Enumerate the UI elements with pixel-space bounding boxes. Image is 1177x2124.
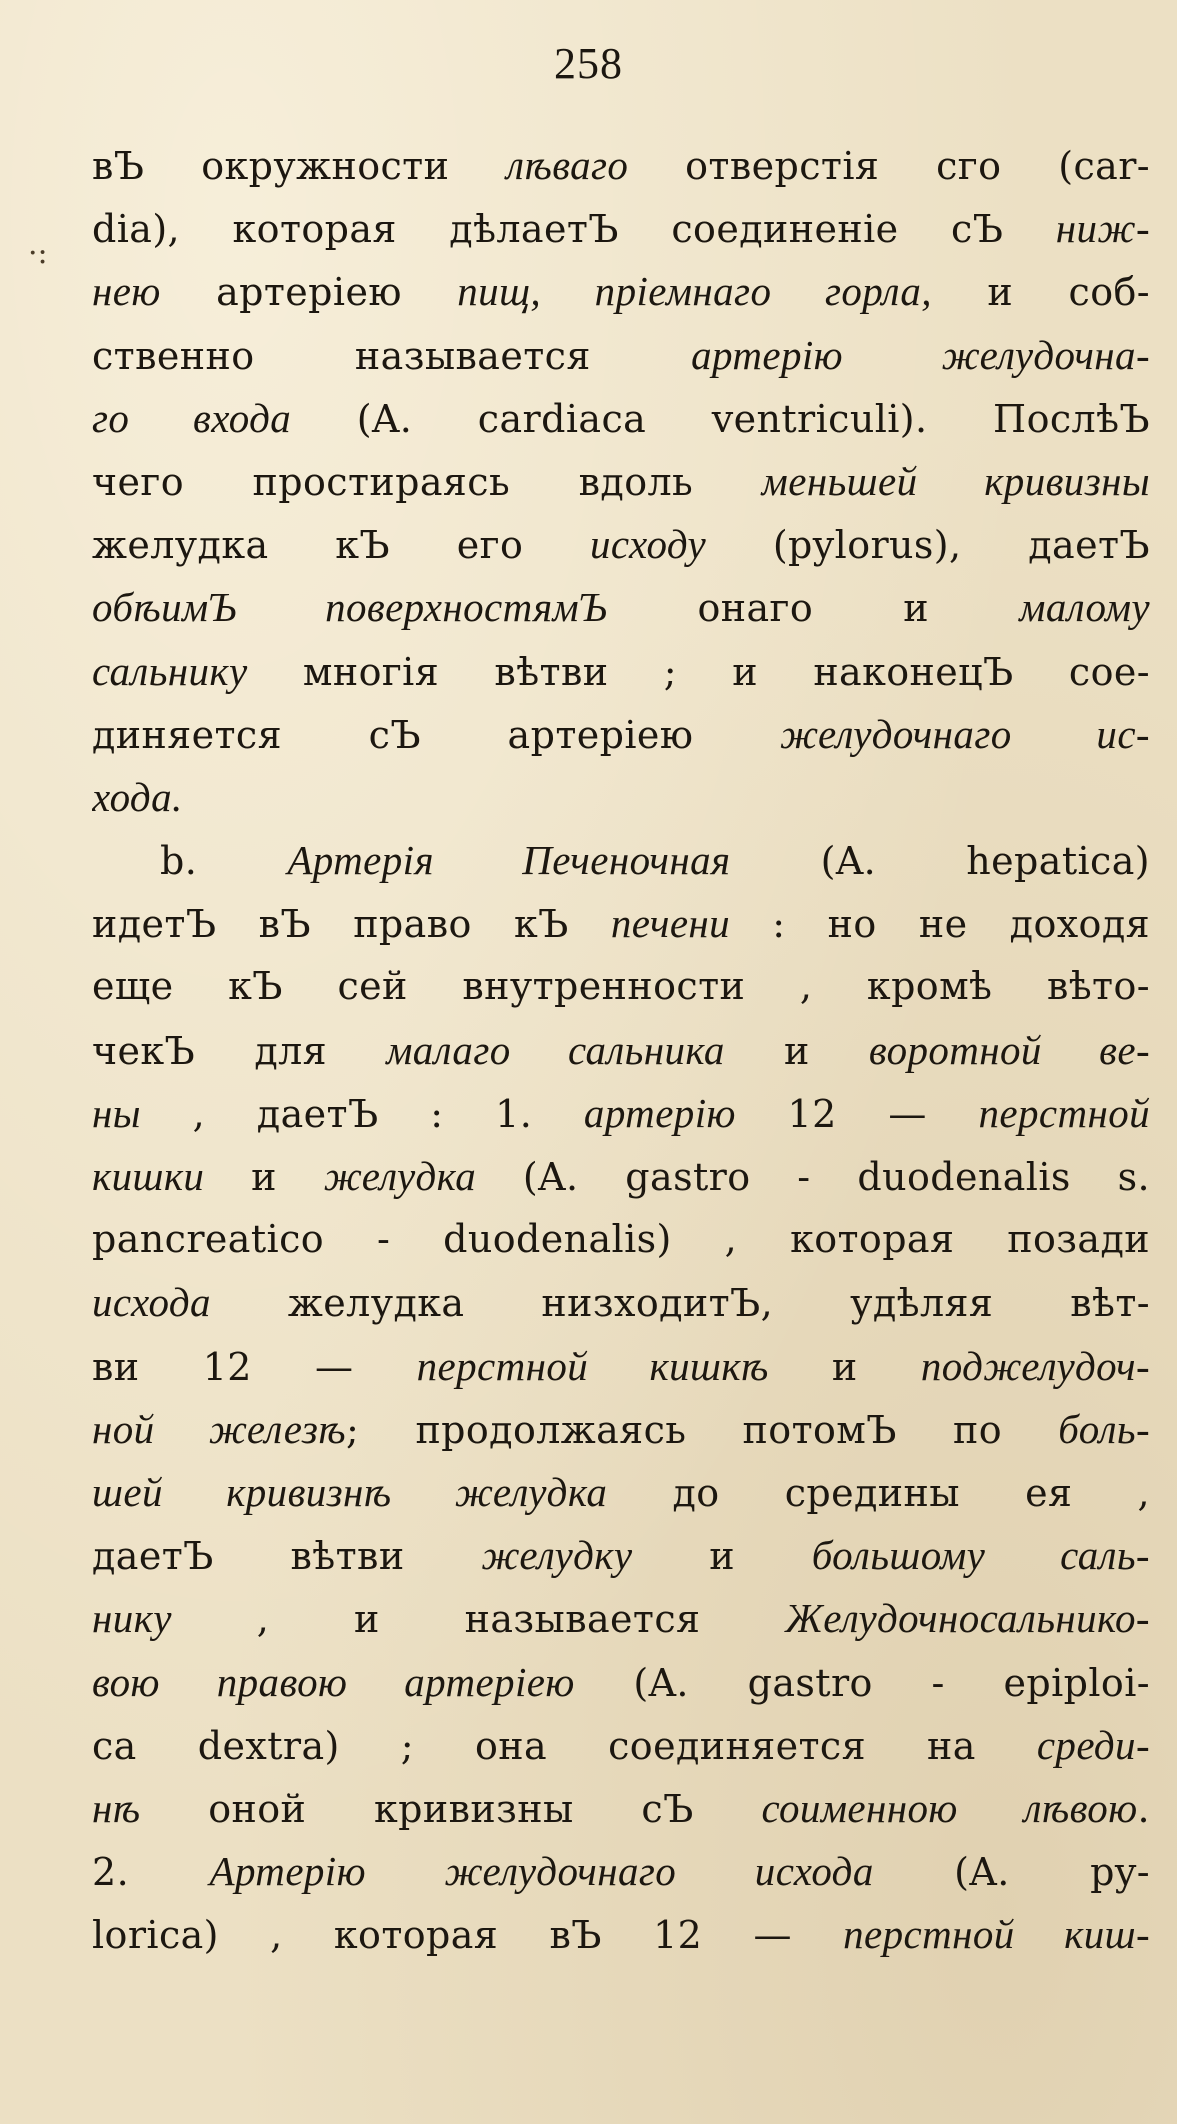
italic-term: сальнику: [92, 647, 248, 694]
italic-term: кишки: [92, 1153, 205, 1199]
italic-term: малому: [1019, 584, 1150, 631]
text-segment: b.: [160, 839, 288, 884]
italic-term: желудочнаго ис-: [779, 710, 1150, 757]
text-segment: онаго и: [607, 586, 1020, 631]
text-line: [92, 1271, 1150, 1334]
text-line: [92, 892, 1150, 955]
text-segment: и: [768, 1344, 921, 1389]
text-line: [92, 197, 1150, 260]
italic-term: поджелудоч-: [920, 1342, 1150, 1389]
text-segment: даетЪ вѣтви: [92, 1534, 482, 1579]
italic-term: ниж-: [1055, 205, 1150, 252]
italic-term: ны: [92, 1089, 141, 1136]
italic-term: большому саль-: [811, 1532, 1150, 1579]
text-line: [92, 1840, 1150, 1903]
text-segment: еще кЪ сей внутренности , кромѣ вѣто-: [92, 964, 1150, 1009]
italic-term: хода.: [92, 773, 183, 820]
italic-term: нѣ: [92, 1784, 141, 1831]
text-line: [92, 766, 1150, 829]
italic-term: Артерію желудочнаго исхода: [209, 1848, 874, 1895]
text-line: [92, 1777, 1150, 1840]
italic-term: меньшей кривизны: [761, 457, 1150, 504]
text-segment: 12 —: [735, 1091, 979, 1136]
text-segment: желудка кЪ его: [92, 523, 590, 568]
text-segment: диняется сЪ артеріею: [92, 712, 780, 757]
text-line: [92, 260, 1150, 323]
text-segment: (A. hepatica): [730, 839, 1150, 884]
italic-term: лѣваго: [506, 142, 629, 188]
text-segment: 2.: [92, 1850, 210, 1895]
italic-term: нею: [92, 268, 161, 315]
italic-term: вою правою артеріею: [92, 1658, 575, 1705]
text-line: [92, 1398, 1150, 1461]
italic-term: среди-: [1036, 1721, 1150, 1768]
italic-term: воротной ве-: [868, 1026, 1150, 1073]
body-text: [92, 134, 1150, 1966]
page-number: 258: [554, 39, 623, 88]
text-line: [92, 576, 1150, 639]
text-segment: , даетЪ : 1.: [140, 1091, 584, 1136]
text-line: [92, 955, 1150, 1018]
italic-term: перстной киш-: [843, 1911, 1150, 1958]
text-segment: pancreatico - duodenalis) , которая позади: [92, 1217, 1150, 1262]
text-segment: (A. gastro - duodenalis s.: [476, 1155, 1150, 1199]
text-line: [92, 1019, 1150, 1082]
text-segment: идетЪ вЪ право кЪ: [92, 902, 611, 947]
text-segment: ca dextra) ; она соединяется на: [92, 1723, 1037, 1768]
text-segment: (pylorus), даетЪ: [706, 523, 1150, 568]
text-line: [92, 1524, 1150, 1587]
text-line: [92, 1082, 1150, 1145]
text-line: [92, 640, 1150, 703]
text-line: [92, 1651, 1150, 1714]
text-segment: dia), которая дѣлаетЪ соединеніе сЪ: [92, 207, 1056, 252]
text-line: [92, 324, 1150, 387]
italic-term: боль-: [1058, 1405, 1150, 1452]
text-line: [92, 513, 1150, 576]
text-line: [92, 1145, 1150, 1208]
text-segment: (A. py-: [873, 1850, 1150, 1895]
text-segment: чекЪ для: [92, 1028, 387, 1073]
text-segment: lorica) , которая вЪ 12 —: [92, 1913, 844, 1958]
text-segment: и: [724, 1028, 869, 1073]
italic-term: ной железѣ: [92, 1405, 347, 1452]
italic-term: исхода: [92, 1279, 211, 1326]
text-line: [92, 450, 1150, 513]
text-segment: и: [632, 1534, 812, 1579]
italic-term: соименною лѣвою: [761, 1784, 1138, 1831]
text-segment: и соб-: [931, 270, 1150, 315]
text-line: [92, 703, 1150, 766]
italic-term: Желудочносальнико-: [785, 1595, 1150, 1642]
text-segment: и: [204, 1155, 324, 1199]
text-line: [92, 1208, 1150, 1271]
text-line: [92, 387, 1150, 450]
text-segment: (A. cardiaca ventriculi). ПослѣЪ: [291, 396, 1150, 441]
text-line: [92, 1335, 1150, 1398]
text-segment: оной кривизны сЪ: [140, 1786, 762, 1831]
text-line: [92, 134, 1150, 197]
text-segment: артеріею: [160, 270, 458, 315]
text-segment: вЪ окружности: [92, 144, 507, 188]
italic-term: го входа: [92, 394, 292, 441]
text-line: [92, 1461, 1150, 1524]
text-line: [92, 1903, 1150, 1966]
italic-term: пищ, пріемнаго горла,: [457, 268, 932, 315]
italic-term: желудку: [481, 1532, 633, 1579]
text-segment: до средины ея ,: [607, 1470, 1150, 1515]
text-segment: ви 12 —: [92, 1344, 417, 1389]
text-segment: ; продолжаясь потомЪ по: [346, 1407, 1059, 1452]
text-segment: : но не доходя: [730, 902, 1150, 947]
text-line: [92, 1714, 1150, 1777]
italic-term: шей кривизнѣ желудка: [92, 1468, 608, 1515]
italic-term: малаго сальника: [386, 1026, 725, 1073]
text-segment: чего простираясь вдоль: [92, 459, 762, 504]
italic-term: нику: [92, 1595, 172, 1642]
text-segment: ственно называется: [92, 333, 692, 378]
text-segment: многія вѣтви ; и наконецЪ сое-: [247, 649, 1150, 694]
text-segment: .: [1137, 1786, 1150, 1831]
text-segment: желудка низходитЪ, удѣляя вѣт-: [210, 1281, 1150, 1326]
margin-mark: ·:: [28, 236, 48, 271]
text-segment: (A. gastro - epiploi-: [574, 1660, 1150, 1705]
text-segment: отверстія сго (car-: [628, 144, 1150, 188]
italic-term: перстной кишкѣ: [416, 1342, 769, 1389]
text-line: [92, 829, 1150, 892]
italic-term: обѣимЪ поверхностямЪ: [92, 584, 608, 631]
italic-term: Артерія Печеночная: [287, 837, 731, 884]
italic-term: исходу: [589, 521, 707, 568]
italic-term: перстной: [978, 1089, 1150, 1136]
italic-term: желудка: [323, 1153, 477, 1199]
italic-term: печени: [610, 900, 731, 947]
italic-term: артерію желудочна-: [691, 331, 1150, 378]
italic-term: артерію: [583, 1089, 736, 1136]
text-line: [92, 1587, 1150, 1650]
text-segment: , и называется: [171, 1597, 786, 1642]
